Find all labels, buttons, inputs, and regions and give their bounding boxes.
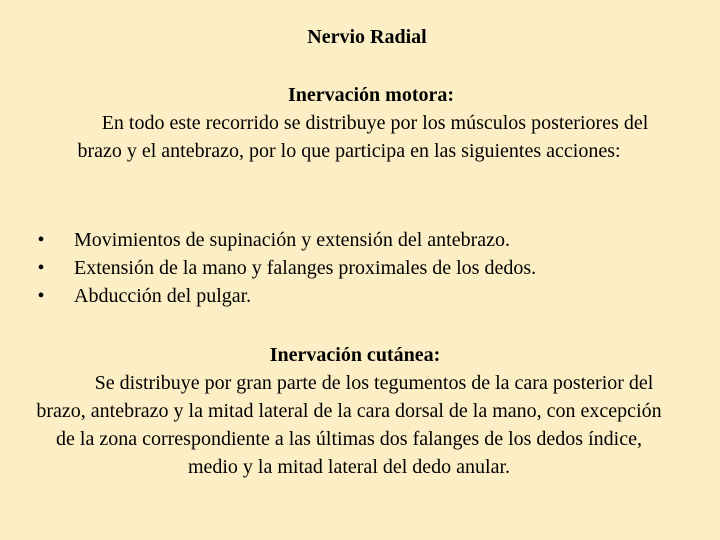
list-item-text: Movimientos de supinación y extensión del antebrazo. (74, 229, 511, 251)
bullet-icon: • (37, 285, 45, 307)
list-item-text: Abducción del pulgar. (74, 285, 252, 307)
actions-list (34, 226, 694, 310)
cutaneous-innervation-paragraph (30, 369, 668, 481)
motor-innervation-heading: Inervación motora: (287, 84, 455, 106)
list-item (34, 282, 694, 310)
motor-innervation-paragraph (30, 109, 668, 165)
motor-innervation-section (30, 81, 668, 165)
bullet-icon: • (37, 229, 45, 251)
list-item (34, 226, 694, 254)
cutaneous-innervation-text: Se distribuye por gran parte de los tegumentos de la cara posterior del brazo, antebrazo y la mitad lateral de la cara dorsal de la mano, con excepción de la zona correspondiente a las últimas dos falanges de los dedos índice, medio y la mitad lateral del dedo anular. (36, 372, 662, 478)
slide-title: Nervio Radial (307, 26, 427, 48)
motor-innervation-text: En todo este recorrido se distribuye por los músculos posteriores del brazo y el antebrazo, por lo que participa en las siguientes acciones: (77, 112, 649, 162)
list-item (34, 254, 694, 282)
bullet-icon: • (37, 257, 45, 279)
cutaneous-innervation-heading: Inervación cutánea: (269, 344, 441, 366)
cutaneous-innervation-section (30, 341, 668, 481)
list-item-text: Extensión de la mano y falanges proximales de los dedos. (74, 257, 537, 279)
